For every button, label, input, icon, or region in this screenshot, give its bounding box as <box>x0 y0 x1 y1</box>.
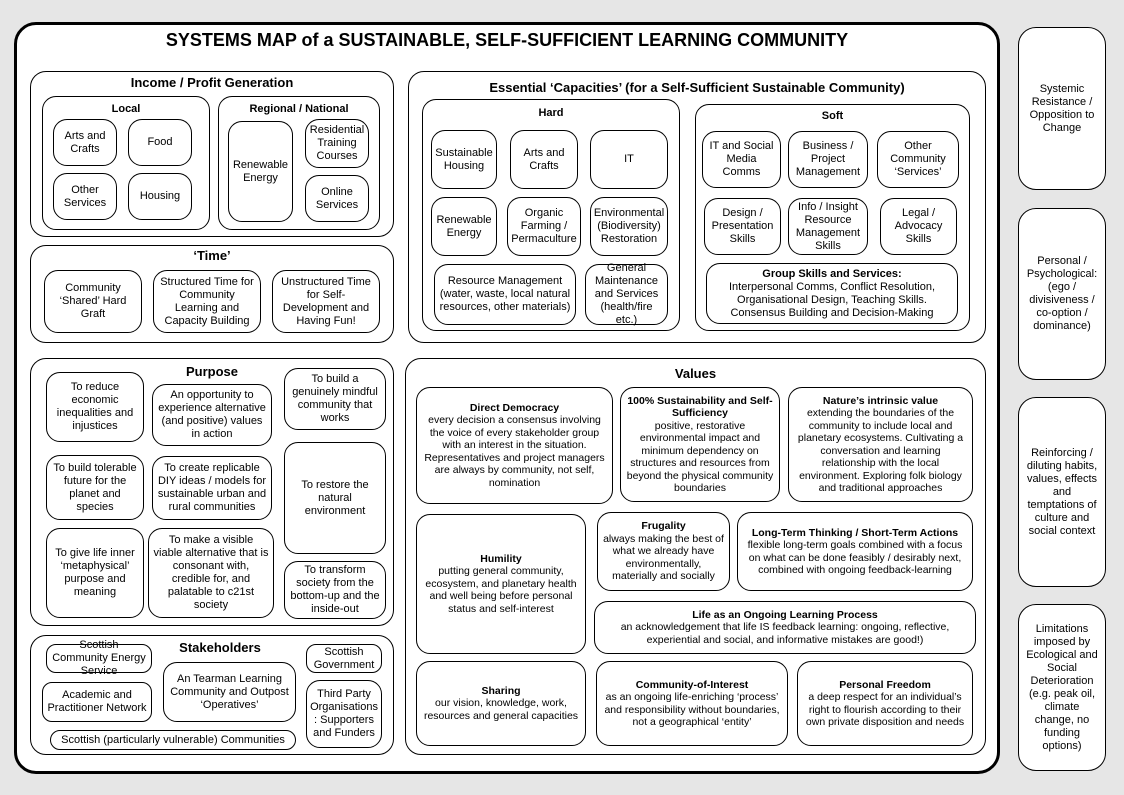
soft-item: Other Community ‘Services’ <box>877 131 959 188</box>
value-text: every decision a consensus involving the voice of every stakeholder group with an interest in the situation. Representatives and project managers are always by community, not self, nomination <box>424 414 605 489</box>
soft-item: Legal / Advocacy Skills <box>880 198 957 255</box>
soft-group-text: Interpersonal Comms, Conflict Resolution, Organisational Design, Teaching Skills. Consensus Building and Decision-Making <box>728 280 936 319</box>
value-community-of-interest <box>596 661 788 746</box>
hard-item: Resource Management (water, waste, local natural resources, other materials) <box>434 264 576 325</box>
value-head: Nature’s intrinsic value <box>822 394 939 407</box>
stakeholder-item: An Tearman Learning Community and Outpost ‘Operatives’ <box>163 662 296 722</box>
income-local-item: Arts and Crafts <box>53 119 117 166</box>
purpose-item: An opportunity to experience alternative (and positive) values in action <box>152 384 272 446</box>
value-learning-process <box>594 601 976 654</box>
purpose-item: To build a genuinely mindful community that works <box>284 368 386 430</box>
value-nature <box>788 387 973 502</box>
side-limitations: Limitations imposed by Ecological and Social Deterioration (e.g. peak oil, climate change, no funding options) <box>1018 604 1106 771</box>
value-head: Long-Term Thinking / Short-Term Actions <box>751 526 959 539</box>
hard-item: IT <box>590 130 668 189</box>
income-local-item: Other Services <box>53 173 117 220</box>
value-head: Life as an Ongoing Learning Process <box>692 608 878 621</box>
value-text: an acknowledgement that life IS feedback learning: ongoing, reflective, experiential and social, and informative mistakes are good!) <box>620 621 950 646</box>
income-regional-item: Residential Training Courses <box>305 119 369 168</box>
income-local-item: Housing <box>128 173 192 220</box>
stakeholder-item: Scottish (particularly vulnerable) Communities <box>50 730 296 750</box>
value-text: as an ongoing life-enriching ‘process’ and responsibility without boundaries, not a geographical ‘entity’ <box>604 691 780 728</box>
stakeholder-item: Scottish Community Energy Service <box>46 644 152 673</box>
hard-item: Sustainable Housing <box>431 130 497 189</box>
purpose-item: To transform society from the bottom-up and the inside-out <box>284 561 386 619</box>
side-reinforcing-habits: Reinforcing / diluting habits, values, effects and temptations of culture and social context <box>1018 397 1106 587</box>
value-head: Frugality <box>641 520 686 533</box>
time-title: ‘Time’ <box>193 248 231 263</box>
income-local-item: Food <box>128 119 192 166</box>
value-head: Humility <box>480 552 522 565</box>
soft-title: Soft <box>821 110 844 122</box>
value-text: extending the boundaries of the community to include local and planetary ecosystems. Cultivating a conversation and learning relationship with the local environment. Exploring folk biology and traditional approaches <box>797 407 964 494</box>
purpose-title: Purpose <box>185 364 238 379</box>
value-text: positive, restorative environmental impact and minimum dependency on structures and resources from beyond the physical community boundaries <box>626 419 774 494</box>
soft-item: Business / Project Management <box>788 131 868 188</box>
income-regional-title: Regional / National <box>249 103 349 115</box>
purpose-item: To build tolerable future for the planet and species <box>46 455 144 520</box>
time-item: Unstructured Time for Self-Development and Having Fun! <box>272 270 380 333</box>
income-title: Income / Profit Generation <box>130 75 294 90</box>
page-title: SYSTEMS MAP of a SUSTAINABLE, SELF-SUFFICIENT LEARNING COMMUNITY <box>165 30 849 50</box>
purpose-item: To make a visible viable alternative that is consonant with, credible for, and palatable to c21st society <box>148 528 274 618</box>
stakeholder-item: Third Party Organisations : Supporters and Funders <box>306 680 382 748</box>
value-head: Community-of-Interest <box>635 678 749 691</box>
value-text: a deep respect for an individual’s right to flourish according to their own private disposition and needs <box>805 691 965 728</box>
value-head: Sharing <box>481 684 521 697</box>
value-frugality <box>597 512 730 591</box>
income-local-title: Local <box>111 103 141 115</box>
income-regional-item: Online Services <box>305 175 369 222</box>
hard-item: Renewable Energy <box>431 197 497 256</box>
value-text: always making the best of what we already have environmentally, materially and socially <box>603 532 724 583</box>
purpose-item: To restore the natural environment <box>284 442 386 554</box>
value-text: our vision, knowledge, work, resources and general capacities <box>423 697 579 722</box>
time-item: Structured Time for Community Learning and Capacity Building <box>153 270 261 333</box>
purpose-item: To create replicable DIY ideas / models for sustainable urban and rural communities <box>152 456 272 520</box>
values-title: Values <box>674 366 717 381</box>
side-systemic-resistance: Systemic Resistance / Opposition to Change <box>1018 27 1106 190</box>
value-sharing <box>416 661 586 746</box>
value-head: 100% Sustainability and Self-Sufficiency <box>627 394 773 419</box>
purpose-item: To reduce economic inequalities and injustices <box>46 372 144 442</box>
hard-item: Organic Farming / Permaculture <box>507 197 581 256</box>
income-regional-item: Renewable Energy <box>228 121 293 222</box>
value-text: flexible long-term goals combined with a focus on what can be done feasibly / desirably next, combined with ongoing feedback-learning <box>747 539 963 576</box>
soft-item: Design / Presentation Skills <box>704 198 781 255</box>
stakeholder-item: Academic and Practitioner Network <box>42 682 152 722</box>
soft-item: Info / Insight Resource Management Skills <box>788 198 868 255</box>
value-head: Personal Freedom <box>839 678 931 691</box>
soft-group-skills <box>706 263 958 324</box>
value-head: Direct Democracy <box>469 401 560 414</box>
purpose-item: To give life inner ‘metaphysical’ purpose and meaning <box>46 528 144 618</box>
capacities-title: Essential ‘Capacities’ (for a Self-Sufficient Sustainable Community) <box>489 80 905 95</box>
value-direct-democracy <box>416 387 613 504</box>
stakeholder-item: Scottish Government <box>306 644 382 673</box>
value-text: putting general community, ecosystem, and planetary health and well being before personal status and self-interest <box>425 565 577 615</box>
soft-group-title: Group Skills and Services: <box>762 267 902 280</box>
hard-item: Environmental (Biodiversity) Restoration <box>590 197 668 256</box>
value-long-term <box>737 512 973 591</box>
hard-title: Hard <box>538 107 564 119</box>
soft-item: IT and Social Media Comms <box>702 131 781 188</box>
hard-item: Arts and Crafts <box>510 130 578 189</box>
value-sustainability <box>620 387 780 502</box>
value-personal-freedom <box>797 661 973 746</box>
time-item: Community ‘Shared’ Hard Graft <box>44 270 142 333</box>
value-humility <box>416 514 586 654</box>
stakeholders-title: Stakeholders <box>179 640 261 655</box>
side-personal-psychological: Personal / Psychological: (ego / divisiveness / co-option / dominance) <box>1018 208 1106 380</box>
hard-item: General Maintenance and Services (health/fire etc.) <box>585 264 668 325</box>
